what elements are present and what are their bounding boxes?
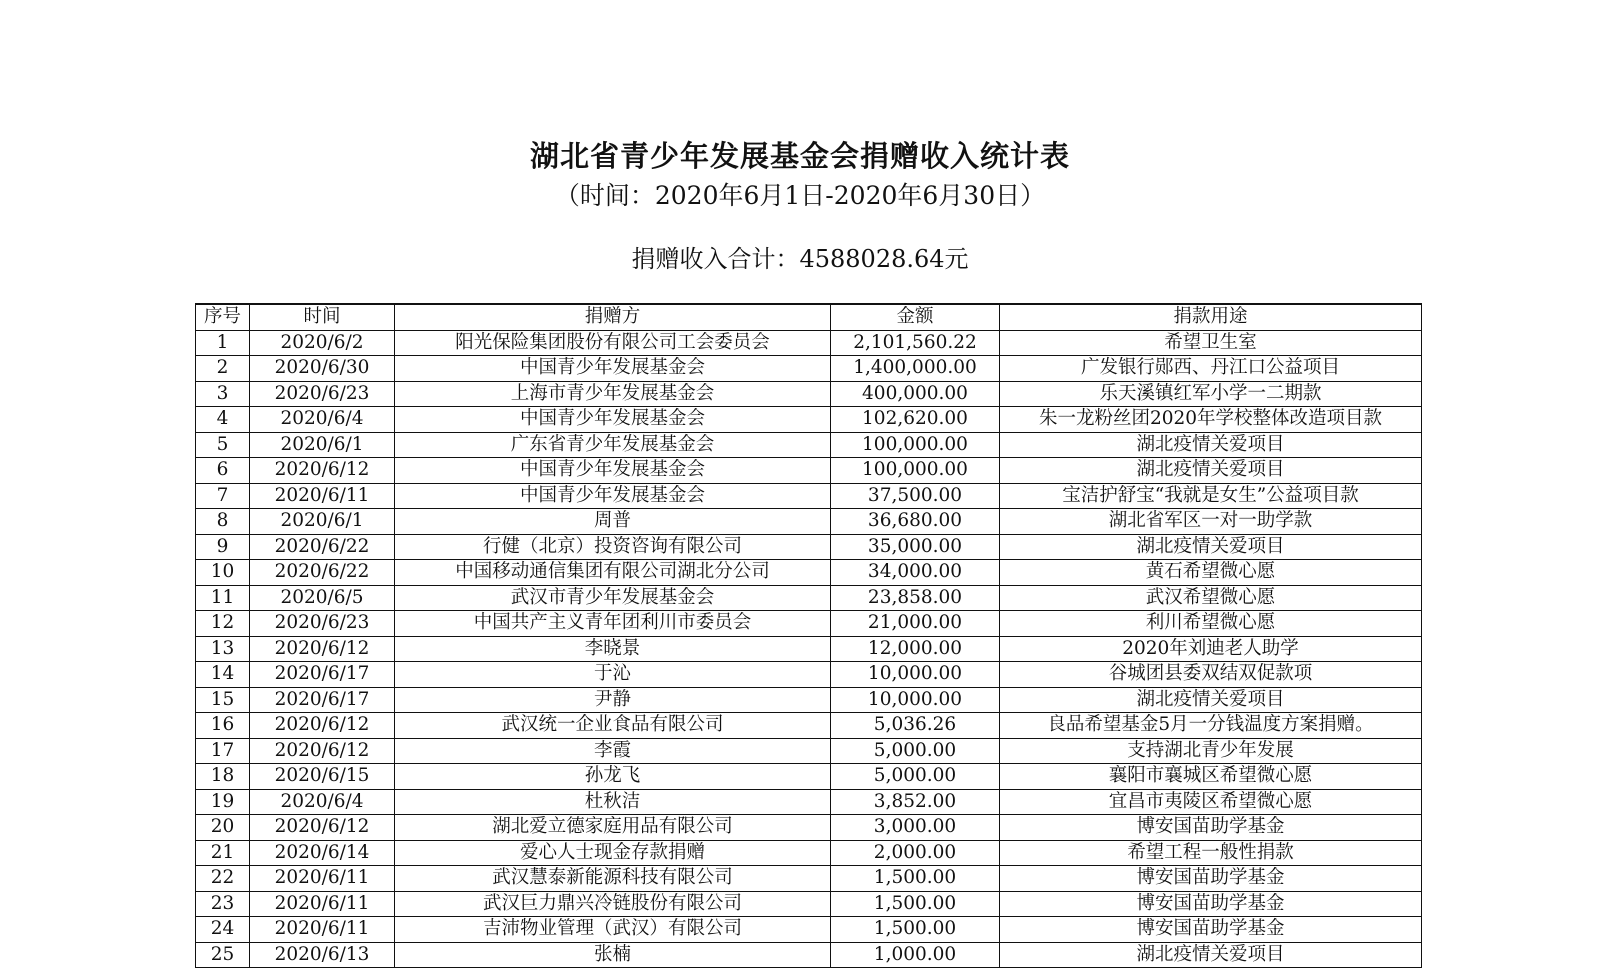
cell-purpose: 湖北疫情关爱项目: [1000, 687, 1422, 713]
cell-purpose: 湖北疫情关爱项目: [1000, 534, 1422, 560]
cell-amount: 23,858.00: [831, 585, 1000, 611]
cell-donor: 行健（北京）投资咨询有限公司: [395, 534, 831, 560]
cell-index: 17: [196, 738, 250, 764]
cell-date: 2020/6/22: [250, 534, 395, 560]
cell-purpose: 谷城团县委双结双促款项: [1000, 662, 1422, 688]
donation-total: 捐赠收入合计：4588028.64元: [631, 245, 969, 273]
cell-amount: 5,000.00: [831, 764, 1000, 790]
cell-amount: 5,000.00: [831, 738, 1000, 764]
cell-donor: 周普: [395, 509, 831, 535]
cell-amount: 1,500.00: [831, 866, 1000, 892]
table-row: [196, 611, 1422, 637]
cell-donor: 阳光保险集团股份有限公司工会委员会: [395, 330, 831, 356]
cell-amount: 400,000.00: [831, 381, 1000, 407]
table-row: [196, 509, 1422, 535]
cell-amount: 37,500.00: [831, 483, 1000, 509]
cell-date: 2020/6/1: [250, 509, 395, 535]
cell-amount: 3,852.00: [831, 789, 1000, 815]
cell-index: 16: [196, 713, 250, 739]
cell-purpose: 希望卫生室: [1000, 330, 1422, 356]
cell-donor: 中国青少年发展基金会: [395, 407, 831, 433]
table-header: [196, 304, 1422, 330]
cell-amount: 10,000.00: [831, 662, 1000, 688]
cell-purpose: 2020年刘迪老人助学: [1000, 636, 1422, 662]
cell-donor: 武汉市青少年发展基金会: [395, 585, 831, 611]
cell-index: 6: [196, 458, 250, 484]
cell-date: 2020/6/23: [250, 381, 395, 407]
cell-amount: 102,620.00: [831, 407, 1000, 433]
cell-donor: 湖北爱立德家庭用品有限公司: [395, 815, 831, 841]
cell-amount: 100,000.00: [831, 458, 1000, 484]
cell-index: 12: [196, 611, 250, 637]
cell-purpose: 湖北疫情关爱项目: [1000, 458, 1422, 484]
cell-amount: 1,500.00: [831, 891, 1000, 917]
cell-date: 2020/6/11: [250, 483, 395, 509]
cell-purpose: 朱一龙粉丝团2020年学校整体改造项目款: [1000, 407, 1422, 433]
cell-purpose: 宜昌市夷陵区希望微心愿: [1000, 789, 1422, 815]
cell-index: 25: [196, 942, 250, 968]
cell-purpose: 博安国苗助学基金: [1000, 815, 1422, 841]
cell-donor: 中国青少年发展基金会: [395, 483, 831, 509]
cell-index: 21: [196, 840, 250, 866]
cell-purpose: 广发银行郧西、丹江口公益项目: [1000, 356, 1422, 382]
table-row: [196, 585, 1422, 611]
table-row: [196, 815, 1422, 841]
cell-date: 2020/6/17: [250, 687, 395, 713]
page-subtitle: （时间：2020年6月1日-2020年6月30日）: [554, 181, 1046, 210]
cell-index: 9: [196, 534, 250, 560]
cell-donor: 武汉统一企业食品有限公司: [395, 713, 831, 739]
cell-donor: 张楠: [395, 942, 831, 968]
cell-index: 3: [196, 381, 250, 407]
cell-index: 1: [196, 330, 250, 356]
table-row: [196, 840, 1422, 866]
header-amount: 金额: [831, 304, 1000, 330]
table-row: [196, 356, 1422, 382]
cell-amount: 1,000.00: [831, 942, 1000, 968]
cell-purpose: 湖北省军区一对一助学款: [1000, 509, 1422, 535]
cell-index: 7: [196, 483, 250, 509]
table-row: [196, 789, 1422, 815]
cell-amount: 10,000.00: [831, 687, 1000, 713]
cell-amount: 2,000.00: [831, 840, 1000, 866]
header-row: [196, 304, 1422, 330]
cell-index: 23: [196, 891, 250, 917]
cell-purpose: 博安国苗助学基金: [1000, 917, 1422, 943]
cell-donor: 孙龙飞: [395, 764, 831, 790]
table-row: [196, 687, 1422, 713]
table-row: [196, 534, 1422, 560]
cell-donor: 上海市青少年发展基金会: [395, 381, 831, 407]
cell-index: 14: [196, 662, 250, 688]
table-row: [196, 662, 1422, 688]
cell-date: 2020/6/11: [250, 866, 395, 892]
header-date: 时间: [250, 304, 395, 330]
cell-donor: 中国共产主义青年团利川市委员会: [395, 611, 831, 637]
cell-index: 11: [196, 585, 250, 611]
cell-date: 2020/6/15: [250, 764, 395, 790]
table-row: [196, 866, 1422, 892]
cell-date: 2020/6/17: [250, 662, 395, 688]
cell-donor: 爱心人士现金存款捐赠: [395, 840, 831, 866]
cell-purpose: 博安国苗助学基金: [1000, 891, 1422, 917]
cell-date: 2020/6/30: [250, 356, 395, 382]
header-index: 序号: [196, 304, 250, 330]
cell-index: 2: [196, 356, 250, 382]
cell-date: 2020/6/23: [250, 611, 395, 637]
cell-amount: 35,000.00: [831, 534, 1000, 560]
cell-donor: 中国青少年发展基金会: [395, 458, 831, 484]
cell-purpose: 乐天溪镇红军小学一二期款: [1000, 381, 1422, 407]
cell-date: 2020/6/11: [250, 917, 395, 943]
cell-purpose: 支持湖北青少年发展: [1000, 738, 1422, 764]
cell-donor: 李霞: [395, 738, 831, 764]
cell-index: 4: [196, 407, 250, 433]
cell-donor: 吉沛物业管理（武汉）有限公司: [395, 917, 831, 943]
cell-purpose: 利川希望微心愿: [1000, 611, 1422, 637]
cell-date: 2020/6/1: [250, 432, 395, 458]
cell-date: 2020/6/11: [250, 891, 395, 917]
cell-purpose: 博安国苗助学基金: [1000, 866, 1422, 892]
cell-purpose: 武汉希望微心愿: [1000, 585, 1422, 611]
cell-amount: 1,400,000.00: [831, 356, 1000, 382]
cell-date: 2020/6/14: [250, 840, 395, 866]
cell-amount: 5,036.26: [831, 713, 1000, 739]
cell-donor: 于沁: [395, 662, 831, 688]
cell-donor: 广东省青少年发展基金会: [395, 432, 831, 458]
cell-date: 2020/6/5: [250, 585, 395, 611]
cell-amount: 21,000.00: [831, 611, 1000, 637]
table-row: [196, 738, 1422, 764]
cell-date: 2020/6/12: [250, 458, 395, 484]
cell-index: 20: [196, 815, 250, 841]
cell-amount: 36,680.00: [831, 509, 1000, 535]
cell-purpose: 湖北疫情关爱项目: [1000, 432, 1422, 458]
cell-donor: 中国移动通信集团有限公司湖北分公司: [395, 560, 831, 586]
table-row: [196, 917, 1422, 943]
cell-index: 18: [196, 764, 250, 790]
cell-index: 19: [196, 789, 250, 815]
cell-date: 2020/6/12: [250, 713, 395, 739]
cell-amount: 34,000.00: [831, 560, 1000, 586]
table-row: [196, 764, 1422, 790]
donation-table: [195, 303, 1422, 968]
cell-donor: 杜秋洁: [395, 789, 831, 815]
table-row: [196, 713, 1422, 739]
header-purpose: 捐款用途: [1000, 304, 1422, 330]
cell-index: 8: [196, 509, 250, 535]
table-row: [196, 458, 1422, 484]
cell-amount: 3,000.00: [831, 815, 1000, 841]
table-row: [196, 636, 1422, 662]
cell-purpose: 宝洁护舒宝“我就是女生”公益项目款: [1000, 483, 1422, 509]
table-body: [196, 330, 1422, 968]
cell-date: 2020/6/13: [250, 942, 395, 968]
cell-index: 10: [196, 560, 250, 586]
cell-date: 2020/6/4: [250, 789, 395, 815]
cell-date: 2020/6/12: [250, 738, 395, 764]
cell-purpose: 襄阳市襄城区希望微心愿: [1000, 764, 1422, 790]
cell-purpose: 湖北疫情关爱项目: [1000, 942, 1422, 968]
cell-index: 13: [196, 636, 250, 662]
cell-donor: 尹静: [395, 687, 831, 713]
cell-donor: 李晓景: [395, 636, 831, 662]
cell-purpose: 黄石希望微心愿: [1000, 560, 1422, 586]
table-row: [196, 942, 1422, 968]
page-title: 湖北省青少年发展基金会捐赠收入统计表: [529, 139, 1070, 173]
cell-index: 22: [196, 866, 250, 892]
cell-donor: 武汉慧泰新能源科技有限公司: [395, 866, 831, 892]
cell-amount: 100,000.00: [831, 432, 1000, 458]
cell-amount: 12,000.00: [831, 636, 1000, 662]
cell-date: 2020/6/4: [250, 407, 395, 433]
cell-index: 24: [196, 917, 250, 943]
cell-date: 2020/6/2: [250, 330, 395, 356]
table-row: [196, 483, 1422, 509]
cell-date: 2020/6/12: [250, 636, 395, 662]
table-row: [196, 407, 1422, 433]
cell-amount: 2,101,560.22: [831, 330, 1000, 356]
table-row: [196, 330, 1422, 356]
table-row: [196, 381, 1422, 407]
cell-donor: 中国青少年发展基金会: [395, 356, 831, 382]
cell-index: 5: [196, 432, 250, 458]
cell-amount: 1,500.00: [831, 917, 1000, 943]
cell-purpose: 希望工程一般性捐款: [1000, 840, 1422, 866]
cell-date: 2020/6/22: [250, 560, 395, 586]
table-row: [196, 432, 1422, 458]
cell-purpose: 良品希望基金5月一分钱温度方案捐赠。: [1000, 713, 1422, 739]
table-row: [196, 891, 1422, 917]
header-donor: 捐赠方: [395, 304, 831, 330]
cell-index: 15: [196, 687, 250, 713]
cell-donor: 武汉巨力鼎兴冷链股份有限公司: [395, 891, 831, 917]
table-row: [196, 560, 1422, 586]
cell-date: 2020/6/12: [250, 815, 395, 841]
